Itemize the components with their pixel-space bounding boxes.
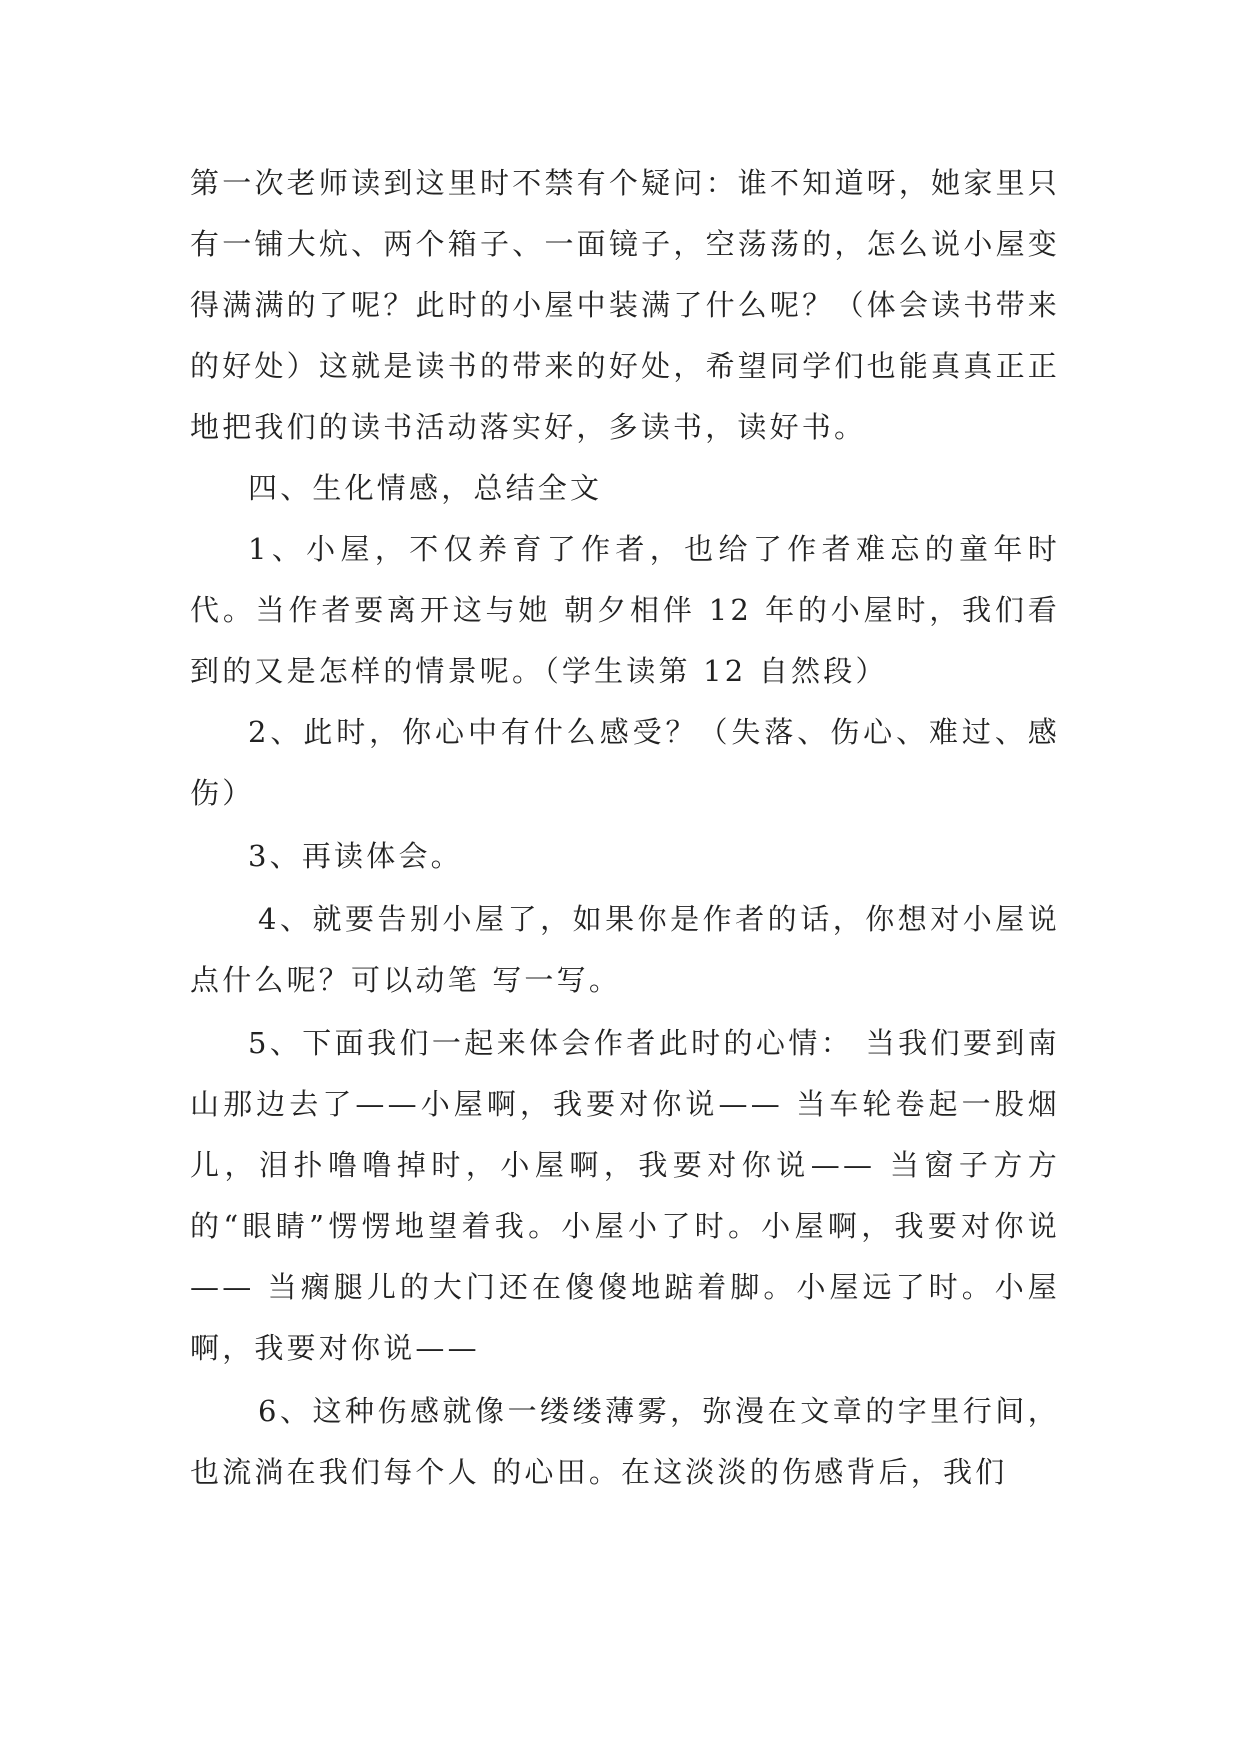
paragraph-item-2: 2、此时，你心中有什么感受？（失落、伤心、难过、感伤） bbox=[190, 715, 1060, 810]
paragraph-item-3: 3、再读体会。 bbox=[248, 839, 463, 873]
paragraph-item-6: 6、这种伤感就像一缕缕薄雾，弥漫在文章的字里行间，也流淌在我们每个人 的心田。在这淡淡的伤感背后，我们 bbox=[190, 1394, 1060, 1489]
paragraph-item-4: 4、就要告别小屋了，如果你是作者的话，你想对小屋说点什么呢？可以动笔 写一写。 bbox=[190, 902, 1060, 997]
paragraph-item-5: 5、下面我们一起来体会作者此时的心情： 当我们要到南山那边去了——小屋啊，我要对你说—— 当车轮卷起一股烟儿，泪扑噜噜掉时，小屋啊，我要对你说—— 当窗子方方的“眼睛”愣愣地望着我。小屋小了时。小屋啊，我要对你说—— 当瘸腿儿的大门还在傻傻地踮着脚。小屋远了时。小屋啊，我要对你说—— bbox=[190, 1026, 1060, 1365]
paragraph-item-1: 1、小屋，不仅养育了作者，也给了作者难忘的童年时代。当作者要离开这与她 朝夕相伴 12 年的小屋时，我们看到的又是怎样的情景呢。（学生读第 12 自然段） bbox=[190, 532, 1060, 688]
document-body bbox=[190, 153, 1060, 1503]
paragraph-reading-benefit: 第一次老师读到这里时不禁有个疑问：谁不知道呀，她家里只有一铺大炕、两个箱子、一面镜子，空荡荡的，怎么说小屋变得满满的了呢？此时的小屋中装满了什么呢？（体会读书带来的好处）这就是读书的带来的好处，希望同学们也能真真正正地把我们的读书活动落实好，多读书，读好书。 bbox=[190, 166, 1060, 444]
section-heading-four: 四、生化情感，总结全文 bbox=[248, 471, 603, 505]
